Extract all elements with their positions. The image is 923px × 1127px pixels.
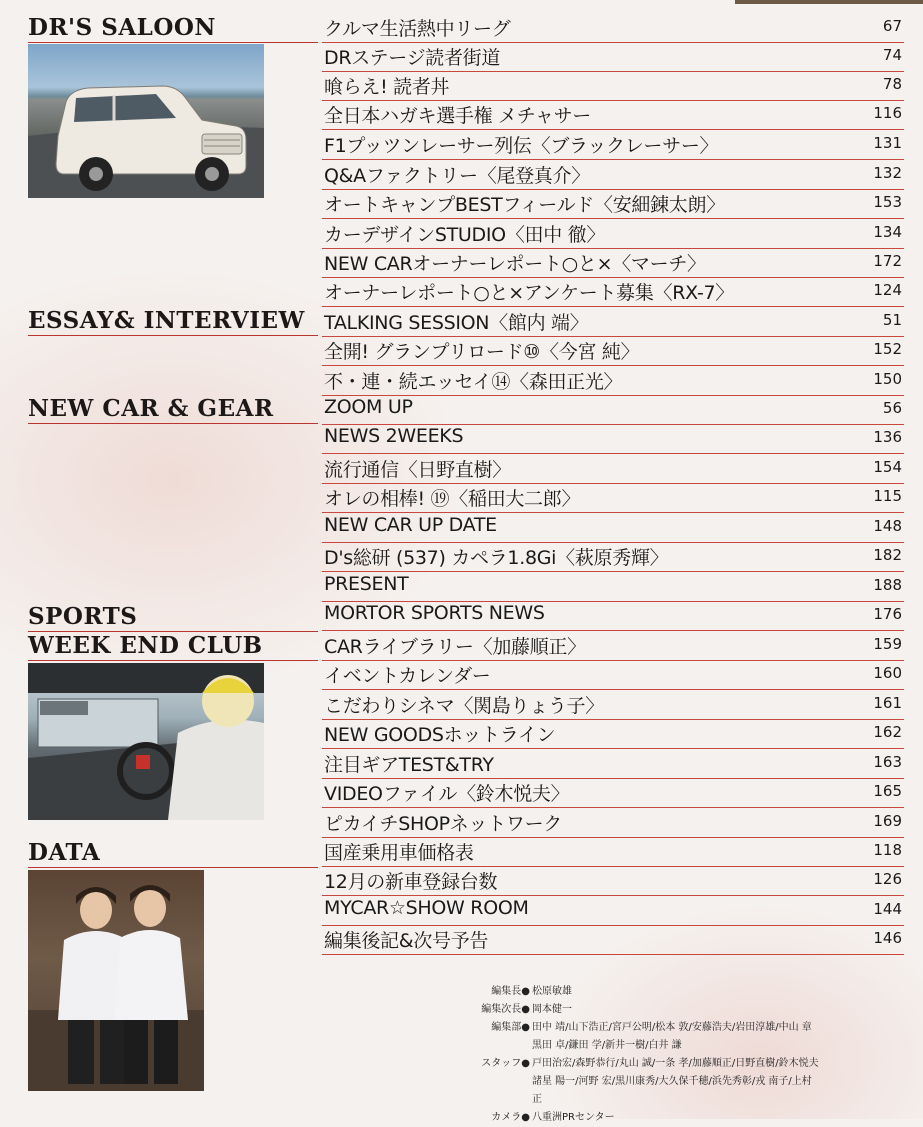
toc-entry-page-number: 134 — [873, 223, 902, 241]
toc-entry-title: DRステージ読者街道 — [324, 47, 501, 69]
toc-entry[interactable] — [322, 307, 904, 337]
toc-entry-title: NEWS 2WEEKS — [324, 425, 464, 447]
toc-entry[interactable] — [322, 925, 904, 955]
toc-entry[interactable] — [322, 366, 904, 396]
toc-entry-title: 全開! グランプリロード⑩〈今宮 純〉 — [324, 341, 640, 363]
toc-entry-page-number: 163 — [873, 753, 902, 771]
toc-entry[interactable] — [322, 483, 904, 513]
credit-line — [430, 983, 920, 1001]
toc-entry[interactable] — [322, 13, 904, 43]
credit-names: 正 — [532, 1094, 542, 1105]
toc-entry-title: Q&Aファクトリー〈尾登真介〉 — [324, 165, 590, 187]
toc-entry[interactable] — [322, 336, 904, 366]
credit-role: 編集長● — [491, 986, 530, 997]
section-rule — [28, 42, 318, 43]
credit-names: 田中 靖/山下浩正/宮戸公明/松本 敦/安藤浩夫/岩田淳雄/中山 章 — [532, 1022, 812, 1033]
toc-entry-title: 12月の新車登録台数 — [324, 871, 498, 893]
toc-entry[interactable] — [322, 219, 904, 249]
toc-entry[interactable] — [322, 808, 904, 838]
toc-entry-title: ZOOM UP — [324, 396, 413, 418]
toc-entry[interactable] — [322, 896, 904, 926]
toc-entry[interactable] — [322, 424, 904, 454]
toc-entry-page-number: 132 — [873, 164, 902, 182]
credit-role: スタッフ● — [481, 1058, 530, 1069]
rally-driver-photo — [28, 663, 264, 820]
toc-entry[interactable] — [322, 513, 904, 543]
credit-names: 諸星 陽一/河野 宏/黒川康秀/大久保千穂/浜先秀彰/戎 南子/上村 — [532, 1076, 812, 1087]
toc-entry-page-number: 160 — [873, 664, 902, 682]
section-data: DATA — [28, 839, 101, 866]
toc-entry-page-number: 51 — [882, 311, 902, 329]
toc-entry-page-number: 115 — [873, 487, 902, 505]
credit-names: 岡本健一 — [532, 1004, 572, 1015]
toc-entry-page-number: 131 — [873, 134, 902, 152]
toc-entry-page-number: 165 — [873, 782, 902, 800]
toc-entry-title: VIDEOファイル〈鈴木悦夫〉 — [324, 783, 570, 805]
credit-line — [430, 1109, 920, 1127]
toc-entry-title: 注目ギアTEST&TRY — [324, 754, 494, 776]
toc-entry[interactable] — [322, 601, 904, 631]
toc-entry[interactable] — [322, 454, 904, 484]
toc-entry[interactable] — [322, 660, 904, 690]
toc-entry-title: クルマ生活熱中リーグ — [324, 18, 511, 40]
credit-names: 松原敏雄 — [532, 986, 572, 997]
toc-entry-title: イベントカレンダー — [324, 665, 491, 687]
credit-role: 編集次長● — [481, 1004, 530, 1015]
toc-entry[interactable] — [322, 160, 904, 190]
toc-entry-title: TALKING SESSION〈館内 端〉 — [324, 312, 589, 334]
toc-entry-title: 編集後記&次号予告 — [324, 930, 489, 952]
credit-names: 戸田治宏/森野恭行/丸山 誠/一条 孝/加藤順正/日野直樹/鈴木悦夫 — [532, 1058, 819, 1069]
toc-entry[interactable] — [322, 690, 904, 720]
toc-entry[interactable] — [322, 749, 904, 779]
toc-entry-page-number: 144 — [873, 900, 902, 918]
toc-entry-title: ピカイチSHOPネットワーク — [324, 813, 562, 835]
toc-entry-title: D's総研 (537) カペラ1.8Gi〈萩原秀輝〉 — [324, 547, 669, 569]
section-rule — [28, 423, 318, 424]
toc-entry-title: 国産乗用車価格表 — [324, 842, 474, 864]
toc-entry[interactable] — [322, 778, 904, 808]
toc-entry-page-number: 159 — [873, 635, 902, 653]
toc-entry-page-number: 124 — [873, 281, 902, 299]
toc-entry[interactable] — [322, 277, 904, 307]
white-suv-photo — [28, 44, 264, 198]
toc-entry-page-number: 154 — [873, 458, 902, 476]
credit-line — [430, 1055, 920, 1073]
toc-entry-title: NEW CAR UP DATE — [324, 514, 497, 536]
section-dr-saloon: DR'S SALOON — [28, 14, 216, 41]
credit-names: 八重洲PRセンター — [532, 1112, 615, 1123]
section-sports: SPORTS — [28, 603, 138, 630]
credit-line — [430, 1091, 920, 1109]
toc-entry[interactable] — [322, 100, 904, 130]
credit-line — [430, 1073, 920, 1091]
section-rule — [28, 335, 318, 336]
toc-entry-title: オレの相棒! ⑲〈稲田大二郎〉 — [324, 488, 581, 510]
toc-entry-title: PRESENT — [324, 573, 409, 595]
toc-entry-title: オーナーレポート○と×アンケート募集〈RX-7〉 — [324, 282, 734, 304]
toc-entry-title: 全日本ハガキ選手権 メチャサー — [324, 105, 591, 127]
credit-names: 黒田 卓/鎌田 学/新井一樹/白井 謙 — [532, 1040, 682, 1051]
toc-entry[interactable] — [322, 719, 904, 749]
toc-entry-page-number: 67 — [882, 17, 902, 35]
toc-entry-page-number: 176 — [873, 605, 902, 623]
toc-entry-title: F1プッツンレーサー列伝〈ブラックレーサー〉 — [324, 135, 719, 157]
toc-entry[interactable] — [322, 189, 904, 219]
credit-line — [430, 1037, 920, 1055]
toc-entry-page-number: 150 — [873, 370, 902, 388]
toc-entry-title: CARライブラリー〈加藤順正〉 — [324, 636, 586, 658]
toc-entry[interactable] — [322, 130, 904, 160]
toc-entry-title: NEW CARオーナーレポート○と×〈マーチ〉 — [324, 253, 706, 275]
staff-credits — [430, 983, 920, 1127]
toc-entry-title: カーデザインSTUDIO〈田中 徹〉 — [324, 224, 606, 246]
toc-entry-title: こだわりシネマ〈関島りょう子〉 — [324, 695, 604, 717]
toc-entry-page-number: 188 — [873, 576, 902, 594]
toc-entry-page-number: 182 — [873, 546, 902, 564]
toc-entry-page-number: 116 — [873, 104, 902, 122]
section-essay-interview: ESSAY& INTERVIEW — [28, 307, 305, 334]
section-rule — [28, 660, 318, 661]
toc-entry-page-number: 78 — [882, 75, 902, 93]
toc-entry[interactable] — [322, 866, 904, 896]
toc-entry[interactable] — [322, 395, 904, 425]
two-women-photo — [28, 870, 204, 1091]
toc-entry[interactable] — [322, 631, 904, 661]
credit-line — [430, 1001, 920, 1019]
toc-entry-title: NEW GOODSホットライン — [324, 724, 556, 746]
toc-entry-page-number: 172 — [873, 252, 902, 270]
toc-entry-title: MYCAR☆SHOW ROOM — [324, 897, 529, 919]
credit-line — [430, 1019, 920, 1037]
toc-entry-page-number: 74 — [882, 46, 902, 64]
toc-entry[interactable] — [322, 248, 904, 278]
toc-entry[interactable] — [322, 837, 904, 867]
section-rule — [28, 867, 318, 868]
toc-entry-page-number: 56 — [882, 399, 902, 417]
toc-entry[interactable] — [322, 572, 904, 602]
toc-entry-title: 喰らえ! 読者丼 — [324, 76, 450, 98]
section-week-end-club: WEEK END CLUB — [28, 632, 263, 659]
toc-entry-title: MORTOR SPORTS NEWS — [324, 602, 545, 624]
toc-entry-title: 流行通信〈日野直樹〉 — [324, 459, 512, 481]
top-edge-strip — [735, 0, 923, 4]
credit-role: カメラ● — [491, 1112, 530, 1123]
toc-entry-title: オートキャンプBESTフィールド〈安細錬太朗〉 — [324, 194, 725, 216]
toc-entry[interactable] — [322, 71, 904, 101]
toc-entry-page-number: 169 — [873, 812, 902, 830]
toc-entry-title: 不・連・続エッセイ⑭〈森田正光〉 — [324, 371, 623, 393]
toc-entry-page-number: 162 — [873, 723, 902, 741]
section-new-car-gear: NEW CAR & GEAR — [28, 395, 274, 422]
credit-role: 編集部● — [491, 1022, 530, 1033]
toc-entry[interactable] — [322, 42, 904, 72]
toc-entry-page-number: 146 — [873, 929, 902, 947]
toc-entry-page-number: 153 — [873, 193, 902, 211]
toc-entry-page-number: 136 — [873, 428, 902, 446]
toc-entry-page-number: 152 — [873, 340, 902, 358]
toc-entry-page-number: 148 — [873, 517, 902, 535]
toc-entry[interactable] — [322, 542, 904, 572]
toc-entry-page-number: 126 — [873, 870, 902, 888]
toc-entry-page-number: 118 — [873, 841, 902, 859]
toc-entry-page-number: 161 — [873, 694, 902, 712]
